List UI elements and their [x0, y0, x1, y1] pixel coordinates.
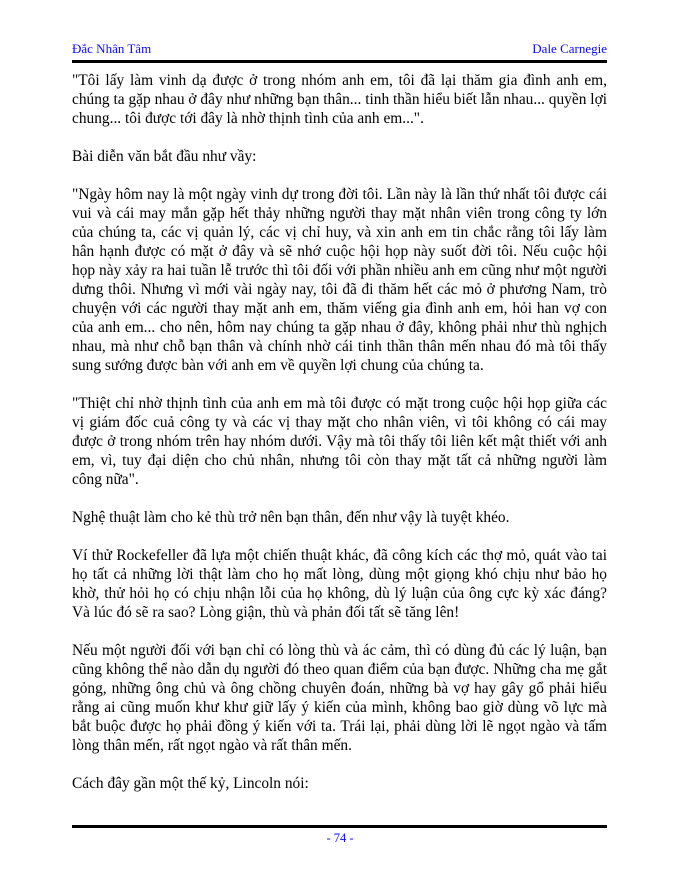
footer-rule	[72, 825, 607, 828]
page-number: - 74 -	[326, 831, 354, 845]
paragraph: Bài diễn văn bắt đầu như vầy:	[72, 148, 257, 165]
paragraph: Ví thử Rockefeller đã lựa một chiến thuật khác, đã công kích các thợ mỏ, quát vào tai họ tất cả những lời thật làm cho họ mất lòng, dùng một giọng khó chịu như bảo họ khờ, thử hỏi họ có chịu nhận lỗi của họ không, dù lý luận của ông cực kỳ xác đáng? Và lúc đó sẽ ra sao? Lòng giận, thù và phản đối tất sẽ tăng lên!	[72, 547, 607, 621]
body-text	[72, 71, 607, 812]
page-header	[72, 41, 607, 63]
paragraph: Nghệ thuật làm cho kẻ thù trở nên bạn thân, đến như vậy là tuyệt khéo.	[72, 509, 510, 526]
header-book-title: Đắc Nhân Tâm	[72, 41, 152, 56]
header-author: Dale Carnegie	[532, 41, 607, 56]
paragraph: "Tôi lấy làm vinh dạ được ở trong nhóm anh em, tôi đã lại thăm gia đình anh em, chúng ta gặp nhau ở đây như những bạn thân... tinh thần hiểu biết lẫn nhau... quyền lợi chung... tôi được tới đây là nhờ thịnh tình của anh em...".	[72, 72, 607, 127]
paragraph: Cách đây gần một thế kỷ, Lincoln nói:	[72, 775, 309, 792]
paragraph: "Thiệt chỉ nhờ thịnh tình của anh em mà tôi được có mặt trong cuộc hội họp giữa các vị giám đốc cuả công ty và các vị thay mặt cho nhân viên, vì tôi không có cái may được ở trong nhóm trên hay nhóm dưới. Vậy mà tôi thấy tôi liên kết mật thiết với anh em, vì, tuy đại diện cho chủ nhân, nhưng tôi còn thay mặt tất cả những người làm công nữa".	[72, 395, 607, 488]
paragraph: Nếu một người đối với bạn chỉ có lòng thù và ác cảm, thì có dùng đủ các lý luận, bạn cũng không thể nào dẫn dụ người đó theo quan điểm của bạn được. Những cha mẹ gắt gỏng, những ông chủ và ông chồng chuyên đoán, những bà vợ hay gây gổ phải hiểu rằng ai cũng muốn khư khư giữ lấy ý kiến của mình, không bao giờ dùng võ lực mà bắt buộc được họ phải đồng ý kiến với ta. Trái lại, phải dùng lời lẽ ngọt ngào và tấm lòng thân mến, rất ngọt ngào và rất thân mến.	[72, 642, 607, 754]
paragraph: "Ngày hôm nay là một ngày vinh dự trong đời tôi. Lần này là lần thứ nhất tôi được cái vui và cái may mắn gặp hết thảy những người thay mặt nhân viên trong công ty lớn của chúng ta, các vị quản lý, các vị chỉ huy, và xin anh em tin chắc rằng tôi lấy làm hân hạnh được có mặt ở đây và sẽ nhớ cuộc hội họp này suốt đời tôi. Nếu cuộc hội họp này xảy ra hai tuần lễ trước thì tôi đối với phần nhiều anh em cũng như một người dưng thôi. Nhưng vì mới vài ngày nay, tôi đã đi thăm hết các mỏ ở phương Nam, trò chuyện với các người thay mặt anh em, thăm viếng gia đình anh em, hỏi han vợ con của anh em... cho nên, hôm nay chúng ta gặp nhau ở đây, không phải như thù nghịch nhau, mà như chỗ bạn thân và chính nhờ cái tinh thần thân mến nhau đó mà tôi thấy sung sướng được bàn với anh em về quyền lợi chung của chúng ta.	[72, 186, 607, 374]
